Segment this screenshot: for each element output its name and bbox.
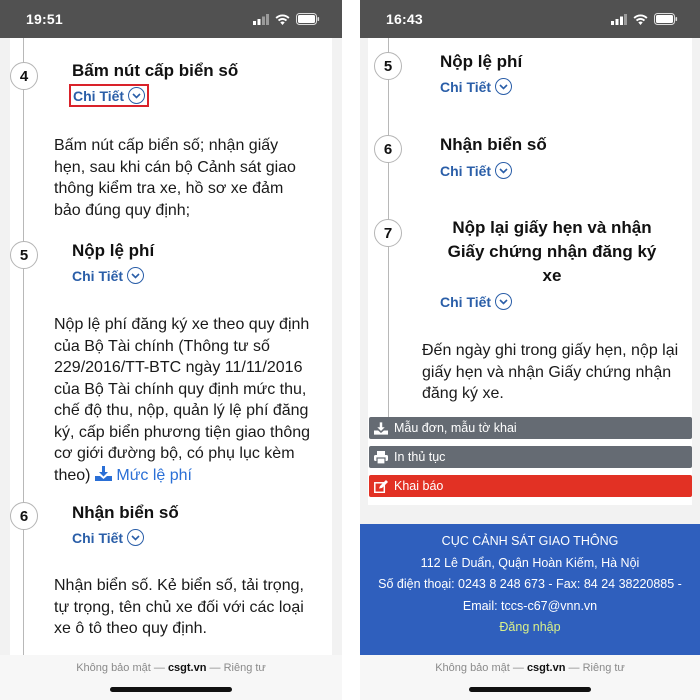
status-time: 16:43 (386, 11, 423, 27)
step-number-badge: 5 (374, 52, 402, 80)
step-title: Nộp lệ phí (72, 241, 155, 260)
chi-tiet-label: Chi Tiết (73, 87, 125, 104)
chi-tiet-label: Chi Tiết (440, 293, 492, 310)
safari-url-bar[interactable]: Không bảo mật — csgt.vn — Riêng tư (0, 655, 342, 700)
chevron-down-icon (128, 87, 145, 104)
procedure-steps-content (368, 38, 692, 505)
step-number-badge: 4 (10, 62, 38, 90)
login-link[interactable]: Đăng nhập (499, 620, 561, 634)
step-title: Nộp lệ phí (440, 52, 523, 71)
chevron-down-icon (495, 293, 512, 310)
footer-email: Email: tccs-c67@vnn.vn (462, 598, 598, 613)
cellular-signal-icon (611, 14, 627, 25)
step-number-badge: 5 (10, 241, 38, 269)
step-description: Nộp lệ phí đăng ký xe theo quy định của Bộ Tài chính (Thông tư số 229/2016/TT-BTC ngày 11/11/2016 của Bộ Tài chính quy định mức thu, chế độ thu, nộp, quản lý lệ phí đăng ký, cấp biển phương tiện giao thông cơ giới đường bộ, có phụ lục kèm theo) Mức lệ phí (54, 316, 311, 484)
download-icon (95, 466, 112, 481)
chi-tiet-toggle[interactable] (440, 293, 512, 310)
edit-icon (374, 480, 388, 493)
step-title: Nộp lại giấy hẹn và nhận Giấy chứng nhận đăng ký xe (447, 218, 657, 285)
chevron-down-icon (495, 162, 512, 179)
declare-button[interactable]: Khai báo (369, 475, 692, 497)
step-description: Nhận biển số. Kẻ biển số, tải trọng, tự trọng, tên chủ xe đối với các loại xe ô tô theo quy định. (54, 577, 304, 637)
timeline-line (23, 38, 24, 655)
status-bar (360, 0, 700, 38)
url-domain: csgt.vn (167, 662, 207, 674)
chi-tiet-toggle[interactable] (72, 529, 144, 546)
chi-tiet-label: Chi Tiết (72, 529, 124, 546)
chevron-down-icon (495, 78, 512, 95)
wifi-icon (275, 14, 290, 25)
footer-org-name: CỤC CẢNH SÁT GIAO THÔNG (441, 534, 619, 548)
footer-address: 112 Lê Duẩn, Quận Hoàn Kiếm, Hà Nội (420, 555, 640, 570)
safari-url-bar[interactable]: Không bảo mật — csgt.vn — Riêng tư (360, 655, 700, 700)
printer-icon (374, 451, 388, 464)
step-title: Bấm nút cấp biển số (72, 61, 239, 80)
status-bar (0, 0, 342, 38)
right-phone-screen (360, 0, 700, 700)
battery-icon (654, 13, 678, 25)
procedure-steps-content (10, 38, 332, 655)
battery-icon (296, 13, 320, 25)
footer-phone-fax: Số điện thoại: 0243 8 248 673 - Fax: 84 24 38220885 - (378, 577, 682, 591)
chi-tiet-toggle[interactable] (440, 162, 512, 179)
download-icon (374, 422, 388, 435)
wifi-icon (633, 14, 648, 25)
status-time: 19:51 (26, 11, 63, 27)
url-domain: csgt.vn (526, 662, 566, 674)
forms-download-button[interactable]: Mẫu đơn, mẫu tờ khai (369, 417, 692, 439)
chi-tiet-toggle[interactable] (72, 267, 144, 284)
chi-tiet-label: Chi Tiết (440, 162, 492, 179)
home-indicator[interactable] (110, 687, 232, 692)
chi-tiet-toggle[interactable] (72, 87, 146, 104)
step-number-badge: 7 (374, 219, 402, 247)
chi-tiet-label: Chi Tiết (72, 267, 124, 284)
left-phone-screen (0, 0, 342, 700)
print-procedure-button[interactable]: In thủ tục (369, 446, 692, 468)
step-description: Đến ngày ghi trong giấy hẹn, nộp lại giấy hẹn và nhận Giấy chứng nhận đăng ký xe. (422, 342, 679, 402)
step-description: Bấm nút cấp biển số; nhận giấy hẹn, sau khi cán bộ Cảnh sát giao thông kiểm tra xe, hồ sơ xe đảm bảo đúng quy định; (54, 137, 296, 219)
site-footer (360, 524, 700, 655)
chevron-down-icon (127, 529, 144, 546)
chi-tiet-toggle[interactable] (440, 78, 512, 95)
home-indicator[interactable] (469, 687, 591, 692)
step-title: Nhận biển số (72, 503, 179, 522)
step-number-badge: 6 (10, 502, 38, 530)
step-number-badge: 6 (374, 135, 402, 163)
chevron-down-icon (127, 267, 144, 284)
fee-schedule-link[interactable]: Mức lệ phí (95, 467, 192, 484)
chi-tiet-label: Chi Tiết (440, 78, 492, 95)
cellular-signal-icon (253, 14, 269, 25)
step-title: Nhận biển số (440, 135, 547, 154)
